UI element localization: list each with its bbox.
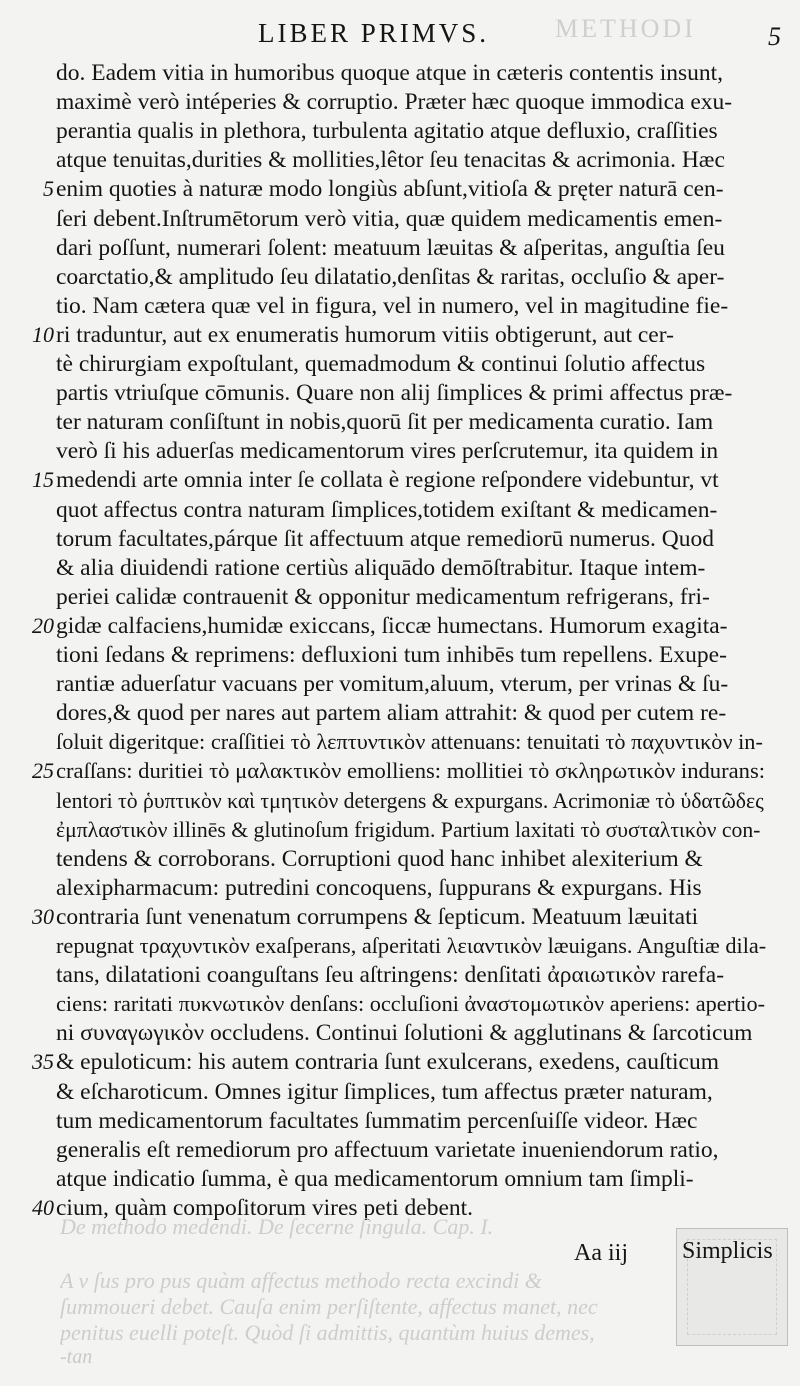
text-line: medendi arte omnia inter ſe collata è regione reſpondere videbuntur, vt — [56, 467, 719, 493]
line-number — [10, 233, 54, 263]
text-line: maximè verò intéperies & corruptio. Præter hæc quoque immodica exu- — [56, 89, 733, 115]
text-line: torum facultates,párque ſit affectuum atque remediorū numerus. Quod — [56, 526, 714, 552]
line-number — [10, 931, 54, 961]
text-line: & alia diuidendi ratione certiùs aliquādo demōſtrabitur. Itaque intem- — [56, 555, 706, 581]
text-line: do. Eadem vitia in humoribus quoque atque in cæteris contentis insunt, — [56, 60, 724, 86]
bleed-through-line: De methodo medendi. De ſecerne ſingula. Cap. I. — [60, 1214, 494, 1239]
page-header — [0, 18, 800, 54]
line-number — [10, 349, 54, 379]
text-line: enim quoties à naturæ modo longiùs abſunt,vitioſa & pręter naturā cen- — [56, 176, 724, 202]
line-number — [10, 1164, 54, 1194]
text-line: tans, dilatationi coanguſtans ſeu aſtringens: denſitati ἀραιωτικὸν rarefa- — [56, 962, 725, 988]
line-number — [10, 669, 54, 699]
line-number — [10, 1018, 54, 1048]
text-line: lentori τὸ ῥυπτικὸν καὶ τμητικὸν detergens & expurgans. Acrimoniæ τὸ ὑδατῶδες — [56, 789, 764, 813]
text-line: dores,& quod per nares aut partem aliam attrahit: & quod per cutem re- — [56, 700, 727, 726]
text-line: ter naturam conſiſtunt in nobis,quorū ſit per medicamenta curatio. Iam — [56, 409, 714, 435]
line-number — [10, 378, 54, 408]
text-line: perantia qualis in plethora, turbulenta agitatio atque defluxio, craſſities — [56, 118, 718, 144]
bleed-through-line: A v ſus pro pus quàm affectus methodo recta excindi & — [60, 1268, 542, 1293]
text-line: ciens: raritati πυκνωτικὸν denſans: occluſioni ἀναστομωτικὸν aperiens: apertio- — [56, 991, 766, 1016]
text-line: ſoluit digeritque: craſſitiei τὸ λεπτυντικὸν attenuans: tenuitati τὸ παχυντικὸν in- — [56, 729, 763, 754]
text-line: tendens & corroborans. Corruptioni quod hanc inhibet alexiterium & — [56, 846, 703, 872]
text-line: partis vtriuſque cōmunis. Quare non alij ſimplices & primi affectus præ- — [56, 380, 733, 406]
line-number: 15 — [32, 467, 54, 492]
running-title: LIBER PRIMVS. — [258, 18, 490, 48]
text-line: ni συναγωγικὸν occludens. Continui ſolutioni & agglutinans & ſarcoticum — [56, 1020, 753, 1046]
text-line: ſeri debent.Inſtrumētorum verò vitia, quæ quidem medicamentis emen- — [56, 206, 723, 232]
line-number — [10, 204, 54, 234]
text-line: tioni ſedans & reprimens: defluxioni tum inhibēs tum repellens. Exupe- — [56, 642, 727, 668]
page-number: 5 — [768, 22, 781, 51]
line-number: 10 — [32, 322, 54, 347]
bleed-through-fragment: -tan — [60, 1346, 93, 1368]
text-line: tum medicamentorum facultates ſummatim percenſuiſſe videor. Hæc — [56, 1108, 698, 1134]
line-number: 5 — [43, 176, 54, 201]
text-line: ri traduntur, aut ex enumeratis humorum vitiis obtigerunt, aut cer- — [56, 322, 674, 348]
line-number — [10, 873, 54, 903]
line-number — [10, 960, 54, 990]
text-line: repugnat τραχυντικὸν exaſperans, aſperitati λειαντικὸν læuigans. Anguſtiæ dila- — [56, 933, 767, 958]
line-number — [10, 291, 54, 321]
line-number: 40 — [32, 1195, 54, 1220]
text-line: & epuloticum: his autem contraria ſunt exulcerans, exedens, cauſticum — [56, 1049, 720, 1075]
line-number: 30 — [32, 904, 54, 929]
bleed-through-line: penitus euelli poteſt. Quòd ſi admittis, quantùm huius demes, — [60, 1320, 595, 1345]
line-number — [10, 145, 54, 175]
line-number — [10, 553, 54, 583]
catchword: Simplicis — [682, 1238, 773, 1264]
text-line: craſſans: duritiei τὸ μαλακτικὸν emolliens: mollitiei τὸ σκληρωτικὸν indurans: — [56, 758, 766, 783]
line-number: 25 — [32, 758, 54, 783]
line-number: 20 — [32, 613, 54, 638]
line-number — [10, 786, 54, 816]
line-number — [10, 407, 54, 437]
text-line: atque tenuitas,durities & mollities,lêtor ſeu tenacitas & acrimonia. Hæc — [56, 147, 725, 173]
signature-mark: Aa iij — [574, 1240, 628, 1266]
text-line: cium, quàm compoſitorum vires peti debent. — [56, 1195, 474, 1221]
line-number — [10, 495, 54, 525]
text-line: atque indicatio ſumma, è qua medicamentorum omnium tam ſimpli- — [56, 1166, 694, 1192]
line-number — [10, 58, 54, 88]
line-number: 35 — [32, 1049, 54, 1074]
text-line: rantiæ aduerſatur vacuans per vomitum,aluum, vterum, per vrinas & ſu- — [56, 671, 729, 697]
text-line: coarctatio,& amplitudo ſeu dilatatio,denſitas & raritas, occluſio & aper- — [56, 264, 725, 290]
line-number — [10, 844, 54, 874]
text-line: tè chirurgiam expoſtulant, quemadmodum & continui ſolutio affectus — [56, 351, 706, 377]
line-number — [10, 1077, 54, 1107]
text-line: gidæ calfaciens,humidæ exiccans, ſiccæ humectans. Humorum exagita- — [56, 613, 728, 639]
line-number — [10, 87, 54, 117]
bleed-through-line: ſummoueri debet. Cauſa enim perſiſtente, affectus manet, nec — [60, 1294, 598, 1319]
line-number — [10, 1135, 54, 1165]
text-line: dari poſſunt, numerari ſolent: meatuum læuitas & aſperitas, anguſtia ſeu — [56, 235, 725, 261]
text-line: verò ſi his aduerſas medicamentorum vires perſcrutemur, ita quidem in — [56, 438, 719, 464]
line-number — [10, 116, 54, 146]
line-number — [10, 582, 54, 612]
text-line: generalis eſt remediorum pro affectuum varietate inueniendorum ratio, — [56, 1137, 719, 1163]
line-number — [10, 640, 54, 670]
text-line: alexipharmacum: putredini concoquens, ſuppurans & expurgans. His — [56, 875, 702, 901]
line-number — [10, 989, 54, 1019]
text-line: & eſcharoticum. Omnes igitur ſimplices, tum affectus præter naturam, — [56, 1079, 713, 1105]
line-number — [10, 727, 54, 757]
text-line: contraria ſunt venenatum corrumpens & ſepticum. Meatuum læuitati — [56, 904, 699, 930]
bleed-through-header: METHODI — [555, 14, 696, 43]
line-number — [10, 436, 54, 466]
line-number — [10, 524, 54, 554]
line-number — [10, 815, 54, 845]
text-line: ἐμπλαστικὸν illinēs & glutinoſum frigidum. Partium laxitati τὸ συσταλτικὸν con- — [56, 818, 761, 842]
text-line: tio. Nam cætera quæ vel in figura, vel in numero, vel in magitudine fie- — [56, 293, 729, 319]
line-number — [10, 1106, 54, 1136]
line-number — [10, 698, 54, 728]
text-line: periei calidæ contrauenit & opponitur medicamentum refrigerans, fri- — [56, 584, 710, 610]
line-number — [10, 262, 54, 292]
text-line: quot affectus contra naturam ſimplices,totidem exiſtant & medicamen- — [56, 497, 718, 523]
